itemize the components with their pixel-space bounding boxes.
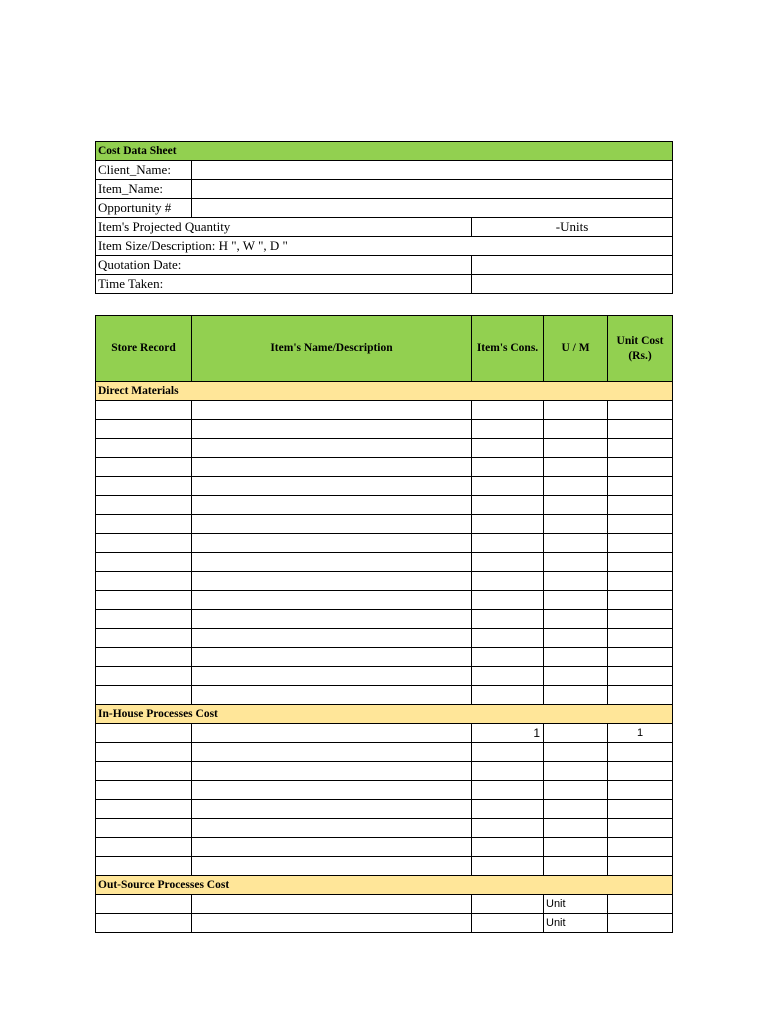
cell-name[interactable] bbox=[192, 572, 472, 591]
cell-name[interactable] bbox=[192, 477, 472, 496]
table-row bbox=[96, 819, 673, 838]
cell-cons[interactable] bbox=[472, 895, 544, 914]
cell-um[interactable] bbox=[544, 724, 608, 743]
cell-unit-cost[interactable] bbox=[608, 477, 673, 496]
cell-um[interactable] bbox=[544, 857, 608, 876]
cell-cons[interactable] bbox=[472, 648, 544, 667]
table-row bbox=[96, 572, 673, 591]
table-row bbox=[96, 629, 673, 648]
cell-store-record[interactable] bbox=[96, 686, 192, 705]
cell-store-record[interactable] bbox=[96, 534, 192, 553]
cell-cons[interactable] bbox=[472, 515, 544, 534]
cell-cons[interactable] bbox=[472, 534, 544, 553]
cell-store-record[interactable] bbox=[96, 610, 192, 629]
quotation-date-field[interactable] bbox=[472, 256, 673, 275]
cell-um[interactable] bbox=[544, 667, 608, 686]
table-row bbox=[96, 458, 673, 477]
cell-cons[interactable] bbox=[472, 496, 544, 515]
cell-name[interactable] bbox=[192, 439, 472, 458]
time-taken-field[interactable] bbox=[472, 275, 673, 294]
cell-unit-cost[interactable] bbox=[608, 591, 673, 610]
cell-name[interactable] bbox=[192, 819, 472, 838]
table-row bbox=[96, 667, 673, 686]
cell-name[interactable] bbox=[192, 401, 472, 420]
cell-um[interactable] bbox=[544, 781, 608, 800]
cell-cons[interactable] bbox=[472, 553, 544, 572]
cell-cons[interactable] bbox=[472, 857, 544, 876]
cell-unit-cost[interactable]: 1 bbox=[608, 724, 673, 743]
client-name-label: Client_Name: bbox=[96, 161, 192, 180]
cell-store-record[interactable] bbox=[96, 781, 192, 800]
cost-items-table bbox=[95, 315, 673, 933]
cell-cons[interactable] bbox=[472, 629, 544, 648]
cell-um[interactable] bbox=[544, 686, 608, 705]
cell-name[interactable] bbox=[192, 857, 472, 876]
table-row bbox=[96, 610, 673, 629]
table-row bbox=[96, 914, 673, 933]
cell-unit-cost[interactable] bbox=[608, 914, 673, 933]
cell-store-record[interactable] bbox=[96, 724, 192, 743]
table-row bbox=[96, 401, 673, 420]
cell-cons[interactable] bbox=[472, 743, 544, 762]
cell-um[interactable] bbox=[544, 591, 608, 610]
cell-unit-cost[interactable] bbox=[608, 819, 673, 838]
projected-quantity-value[interactable]: -Units bbox=[472, 218, 673, 237]
opportunity-field[interactable] bbox=[192, 199, 673, 218]
table-row bbox=[96, 686, 673, 705]
item-name-label: Item_Name: bbox=[96, 180, 192, 199]
cell-cons[interactable] bbox=[472, 591, 544, 610]
cell-store-record[interactable] bbox=[96, 591, 192, 610]
cell-store-record[interactable] bbox=[96, 914, 192, 933]
cell-unit-cost[interactable] bbox=[608, 610, 673, 629]
cell-store-record[interactable] bbox=[96, 819, 192, 838]
cell-um[interactable] bbox=[544, 629, 608, 648]
section-outsource-processes: Out-Source Processes Cost bbox=[96, 876, 673, 895]
cell-um[interactable] bbox=[544, 838, 608, 857]
cell-cons[interactable] bbox=[472, 667, 544, 686]
cell-name[interactable] bbox=[192, 686, 472, 705]
cell-name[interactable] bbox=[192, 629, 472, 648]
table-row bbox=[96, 857, 673, 876]
column-header-name: Item's Name/Description bbox=[192, 316, 472, 382]
cell-name[interactable] bbox=[192, 895, 472, 914]
cell-store-record[interactable] bbox=[96, 515, 192, 534]
cell-name[interactable] bbox=[192, 553, 472, 572]
cell-unit-cost[interactable] bbox=[608, 895, 673, 914]
table-row bbox=[96, 477, 673, 496]
cost-info-table bbox=[95, 141, 673, 294]
cell-um[interactable] bbox=[544, 515, 608, 534]
cell-name[interactable] bbox=[192, 496, 472, 515]
cell-unit-cost[interactable] bbox=[608, 629, 673, 648]
cell-name[interactable] bbox=[192, 667, 472, 686]
cell-cons[interactable] bbox=[472, 439, 544, 458]
table-row bbox=[96, 591, 673, 610]
cell-store-record[interactable] bbox=[96, 667, 192, 686]
table-row bbox=[96, 838, 673, 857]
cell-unit-cost[interactable] bbox=[608, 838, 673, 857]
cell-cons[interactable] bbox=[472, 762, 544, 781]
cell-name[interactable] bbox=[192, 800, 472, 819]
column-header-um: U / M bbox=[544, 316, 608, 382]
cell-unit-cost[interactable] bbox=[608, 667, 673, 686]
direct-materials-rows bbox=[96, 401, 673, 705]
cell-um[interactable] bbox=[544, 401, 608, 420]
table-row bbox=[96, 648, 673, 667]
table-row bbox=[96, 762, 673, 781]
table-header bbox=[96, 316, 673, 382]
cell-store-record[interactable] bbox=[96, 857, 192, 876]
time-taken-label: Time Taken: bbox=[96, 275, 472, 294]
cell-cons[interactable] bbox=[472, 420, 544, 439]
cell-um[interactable] bbox=[544, 743, 608, 762]
cell-um[interactable] bbox=[544, 458, 608, 477]
quotation-date-label: Quotation Date: bbox=[96, 256, 472, 275]
column-header-store-record: Store Record bbox=[96, 316, 192, 382]
table-row bbox=[96, 420, 673, 439]
cell-name[interactable] bbox=[192, 610, 472, 629]
cell-cons[interactable] bbox=[472, 458, 544, 477]
client-name-field[interactable] bbox=[192, 161, 673, 180]
table-row bbox=[96, 743, 673, 762]
cell-um[interactable] bbox=[544, 819, 608, 838]
opportunity-label: Opportunity # bbox=[96, 199, 192, 218]
cell-name[interactable] bbox=[192, 458, 472, 477]
cell-um[interactable] bbox=[544, 477, 608, 496]
cell-cons[interactable] bbox=[472, 572, 544, 591]
cell-cons[interactable] bbox=[472, 819, 544, 838]
cell-store-record[interactable] bbox=[96, 838, 192, 857]
cell-name[interactable] bbox=[192, 515, 472, 534]
cell-cons[interactable] bbox=[472, 914, 544, 933]
item-size-label: Item Size/Description: H ", W ", D " bbox=[96, 237, 673, 256]
cell-unit-cost[interactable] bbox=[608, 515, 673, 534]
cell-store-record[interactable] bbox=[96, 629, 192, 648]
table-row bbox=[96, 724, 673, 743]
cell-unit-cost[interactable] bbox=[608, 781, 673, 800]
cell-cons[interactable] bbox=[472, 800, 544, 819]
table-row bbox=[96, 895, 673, 914]
cell-store-record[interactable] bbox=[96, 439, 192, 458]
cell-name[interactable] bbox=[192, 762, 472, 781]
cell-unit-cost[interactable] bbox=[608, 743, 673, 762]
cell-store-record[interactable] bbox=[96, 743, 192, 762]
table-row bbox=[96, 553, 673, 572]
cell-unit-cost[interactable] bbox=[608, 458, 673, 477]
column-header-unit-cost: Unit Cost (Rs.) bbox=[608, 316, 673, 382]
cell-cons[interactable] bbox=[472, 610, 544, 629]
cell-um[interactable]: Unit bbox=[544, 895, 608, 914]
cell-store-record[interactable] bbox=[96, 572, 192, 591]
cell-um[interactable] bbox=[544, 800, 608, 819]
cell-um[interactable] bbox=[544, 762, 608, 781]
cell-name[interactable] bbox=[192, 781, 472, 800]
cell-name[interactable] bbox=[192, 914, 472, 933]
cell-store-record[interactable] bbox=[96, 458, 192, 477]
table-row bbox=[96, 781, 673, 800]
cell-store-record[interactable] bbox=[96, 477, 192, 496]
cell-cons[interactable]: 1 bbox=[472, 724, 544, 743]
cell-store-record[interactable] bbox=[96, 496, 192, 515]
cell-store-record[interactable] bbox=[96, 895, 192, 914]
cell-cons[interactable] bbox=[472, 781, 544, 800]
cell-um[interactable] bbox=[544, 572, 608, 591]
cell-unit-cost[interactable] bbox=[608, 420, 673, 439]
cell-cons[interactable] bbox=[472, 838, 544, 857]
cell-store-record[interactable] bbox=[96, 800, 192, 819]
cell-name[interactable] bbox=[192, 838, 472, 857]
sheet-title: Cost Data Sheet bbox=[96, 142, 673, 161]
table-row bbox=[96, 515, 673, 534]
cell-cons[interactable] bbox=[472, 477, 544, 496]
table-row bbox=[96, 534, 673, 553]
cell-store-record[interactable] bbox=[96, 648, 192, 667]
cell-name[interactable] bbox=[192, 420, 472, 439]
cell-um[interactable] bbox=[544, 534, 608, 553]
table-row bbox=[96, 439, 673, 458]
cell-name[interactable] bbox=[192, 724, 472, 743]
cell-um[interactable]: Unit bbox=[544, 914, 608, 933]
cell-cons[interactable] bbox=[472, 401, 544, 420]
cell-name[interactable] bbox=[192, 743, 472, 762]
item-name-field[interactable] bbox=[192, 180, 673, 199]
table-row bbox=[96, 496, 673, 515]
cell-unit-cost[interactable] bbox=[608, 553, 673, 572]
cell-store-record[interactable] bbox=[96, 553, 192, 572]
cell-um[interactable] bbox=[544, 553, 608, 572]
cell-name[interactable] bbox=[192, 648, 472, 667]
cell-unit-cost[interactable] bbox=[608, 496, 673, 515]
section-direct-materials: Direct Materials bbox=[96, 382, 673, 401]
section-inhouse-processes: In-House Processes Cost bbox=[96, 705, 673, 724]
cell-unit-cost[interactable] bbox=[608, 648, 673, 667]
cell-um[interactable] bbox=[544, 439, 608, 458]
column-header-cons: Item's Cons. bbox=[472, 316, 544, 382]
cell-store-record[interactable] bbox=[96, 762, 192, 781]
cell-um[interactable] bbox=[544, 648, 608, 667]
cell-um[interactable] bbox=[544, 610, 608, 629]
projected-quantity-label: Item's Projected Quantity bbox=[96, 218, 472, 237]
cell-unit-cost[interactable] bbox=[608, 439, 673, 458]
cell-store-record[interactable] bbox=[96, 420, 192, 439]
cell-unit-cost[interactable] bbox=[608, 762, 673, 781]
table-row bbox=[96, 800, 673, 819]
cell-store-record[interactable] bbox=[96, 401, 192, 420]
cell-unit-cost[interactable] bbox=[608, 686, 673, 705]
inhouse-processes-rows bbox=[96, 743, 673, 876]
cell-name[interactable] bbox=[192, 534, 472, 553]
cell-unit-cost[interactable] bbox=[608, 534, 673, 553]
cell-unit-cost[interactable] bbox=[608, 401, 673, 420]
cell-unit-cost[interactable] bbox=[608, 857, 673, 876]
cell-cons[interactable] bbox=[472, 686, 544, 705]
cell-name[interactable] bbox=[192, 591, 472, 610]
cell-unit-cost[interactable] bbox=[608, 572, 673, 591]
cell-um[interactable] bbox=[544, 496, 608, 515]
cell-unit-cost[interactable] bbox=[608, 800, 673, 819]
cell-um[interactable] bbox=[544, 420, 608, 439]
